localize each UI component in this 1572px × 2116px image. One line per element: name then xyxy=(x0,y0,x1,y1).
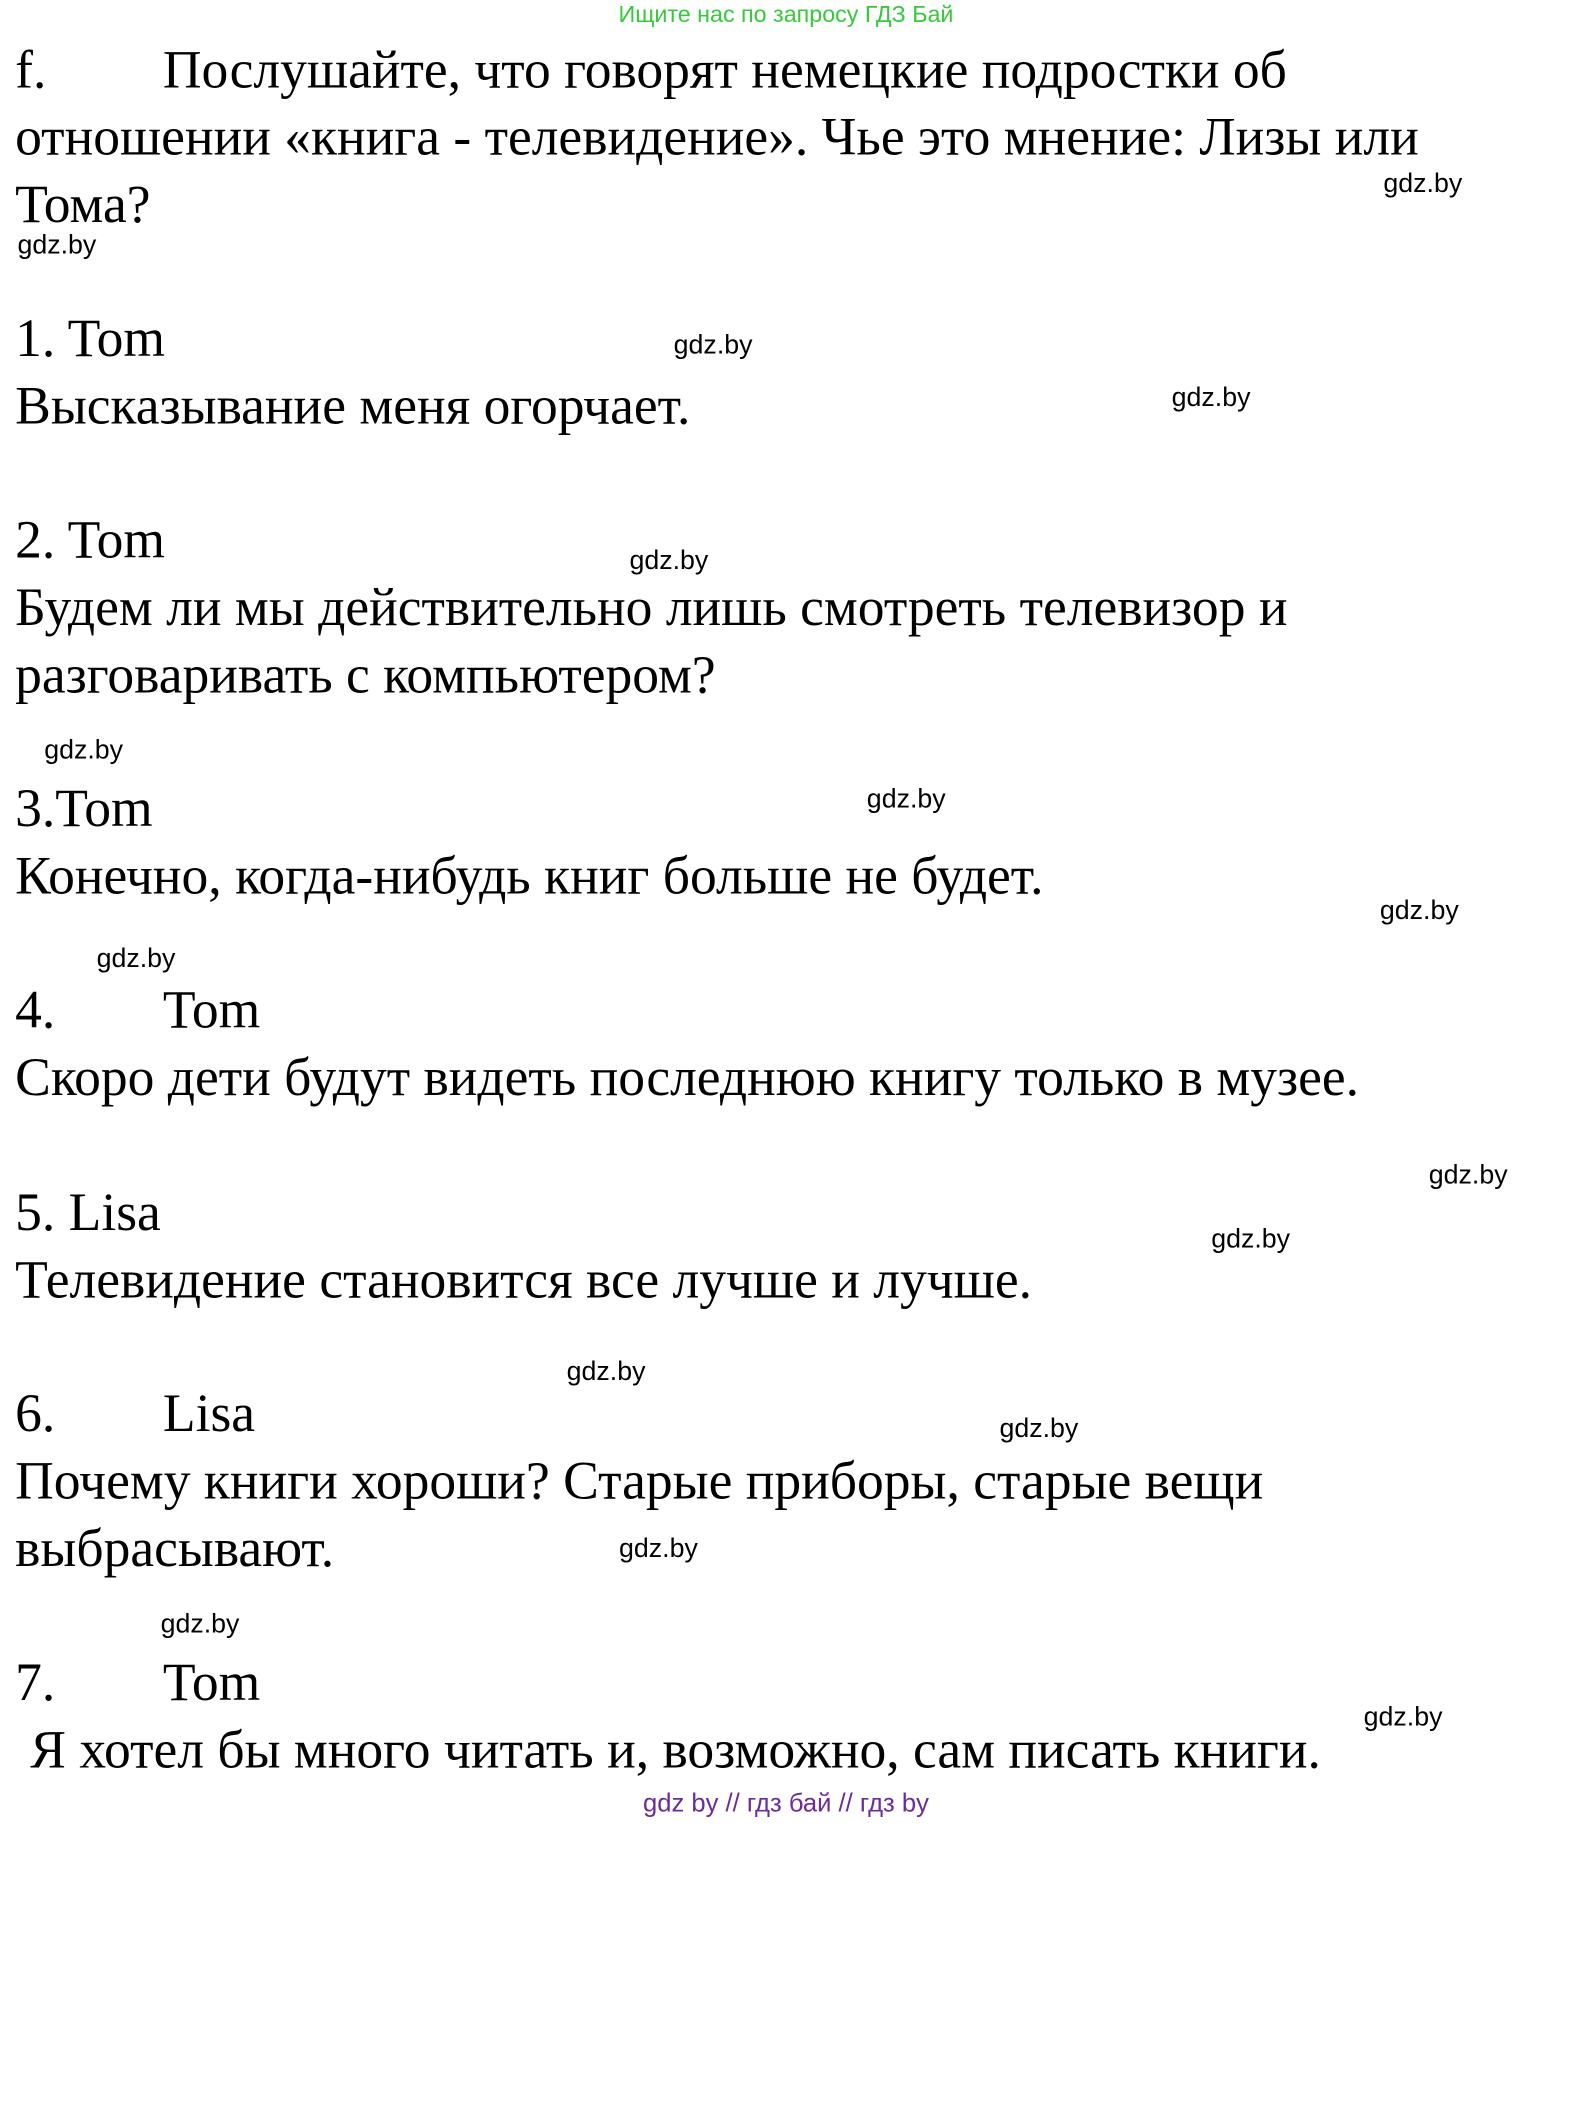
task-text-line-3: Тома? xyxy=(15,174,151,234)
item-6-text-line-2: выбрасывают. xyxy=(15,1518,335,1578)
watermark: gdz.by xyxy=(566,1355,646,1386)
watermark: gdz.by xyxy=(1428,1158,1508,1190)
watermark: gdz.by xyxy=(1363,1701,1443,1732)
top-banner[interactable]: Ищите нас по запросу ГДЗ Бай xyxy=(618,2,954,28)
item-5-label: 5. Lisa xyxy=(15,1182,161,1242)
item-6-text-line-1: Почему книги хороши? Старые приборы, старые вещи xyxy=(15,1450,1264,1511)
watermark: gdz.by xyxy=(1379,894,1459,925)
watermark: gdz.by xyxy=(160,1607,240,1639)
item-4-number: 4. xyxy=(15,979,56,1040)
item-2-text-line-2: разговаривать с компьютером? xyxy=(15,644,716,704)
item-2-label: 2. Tom xyxy=(15,509,166,569)
task-text-line-2: отношении «книга - телевидение». Чье это мнение: Лизы или xyxy=(15,107,1419,167)
watermark: gdz.by xyxy=(1211,1222,1291,1254)
item-4-label xyxy=(15,976,260,1043)
watermark: gdz.by xyxy=(17,229,97,260)
item-1-label: 1. Tom xyxy=(15,308,166,368)
watermark: gdz.by xyxy=(618,1532,698,1563)
task-letter: f. xyxy=(15,39,47,99)
item-7-number: 7. xyxy=(15,1652,56,1712)
watermark: gdz.by xyxy=(44,734,124,765)
item-3-label: 3.Tom xyxy=(15,778,153,838)
item-4-speaker: Tom xyxy=(162,979,261,1040)
item-2-text-line-1: Будем ли мы действительно лишь смотреть телевизор и xyxy=(15,577,1288,637)
watermark: gdz.by xyxy=(96,942,176,973)
watermark: gdz.by xyxy=(999,1412,1079,1443)
task-text-line-1: Послушайте, что говорят немецкие подростки об xyxy=(162,39,1287,99)
item-5-text: Телевидение становится все лучше и лучше. xyxy=(15,1249,1032,1309)
item-7-text: Я хотел бы много читать и, возможно, сам писать книги. xyxy=(30,1719,1321,1779)
watermark: gdz.by xyxy=(1383,167,1463,198)
item-7-speaker: Tom xyxy=(162,1652,261,1712)
task-heading-line-1 xyxy=(15,36,1287,103)
item-7-label xyxy=(15,1649,260,1716)
item-6-label xyxy=(15,1380,255,1447)
item-3-text: Конечно, когда-нибудь книг больше не будет. xyxy=(15,845,1044,906)
item-4-text: Скоро дети будут видеть последнюю книгу только в музее. xyxy=(15,1047,1360,1107)
watermark: gdz.by xyxy=(629,544,709,575)
watermark: gdz.by xyxy=(866,783,946,814)
footer-links[interactable]: gdz by // гдз бай // гдз by xyxy=(642,1788,929,1818)
watermark: gdz.by xyxy=(1171,381,1251,412)
item-1-text: Высказывание меня огорчает. xyxy=(15,375,691,436)
watermark: gdz.by xyxy=(673,329,753,360)
item-6-speaker: Lisa xyxy=(162,1383,256,1443)
item-6-number: 6. xyxy=(15,1383,56,1443)
